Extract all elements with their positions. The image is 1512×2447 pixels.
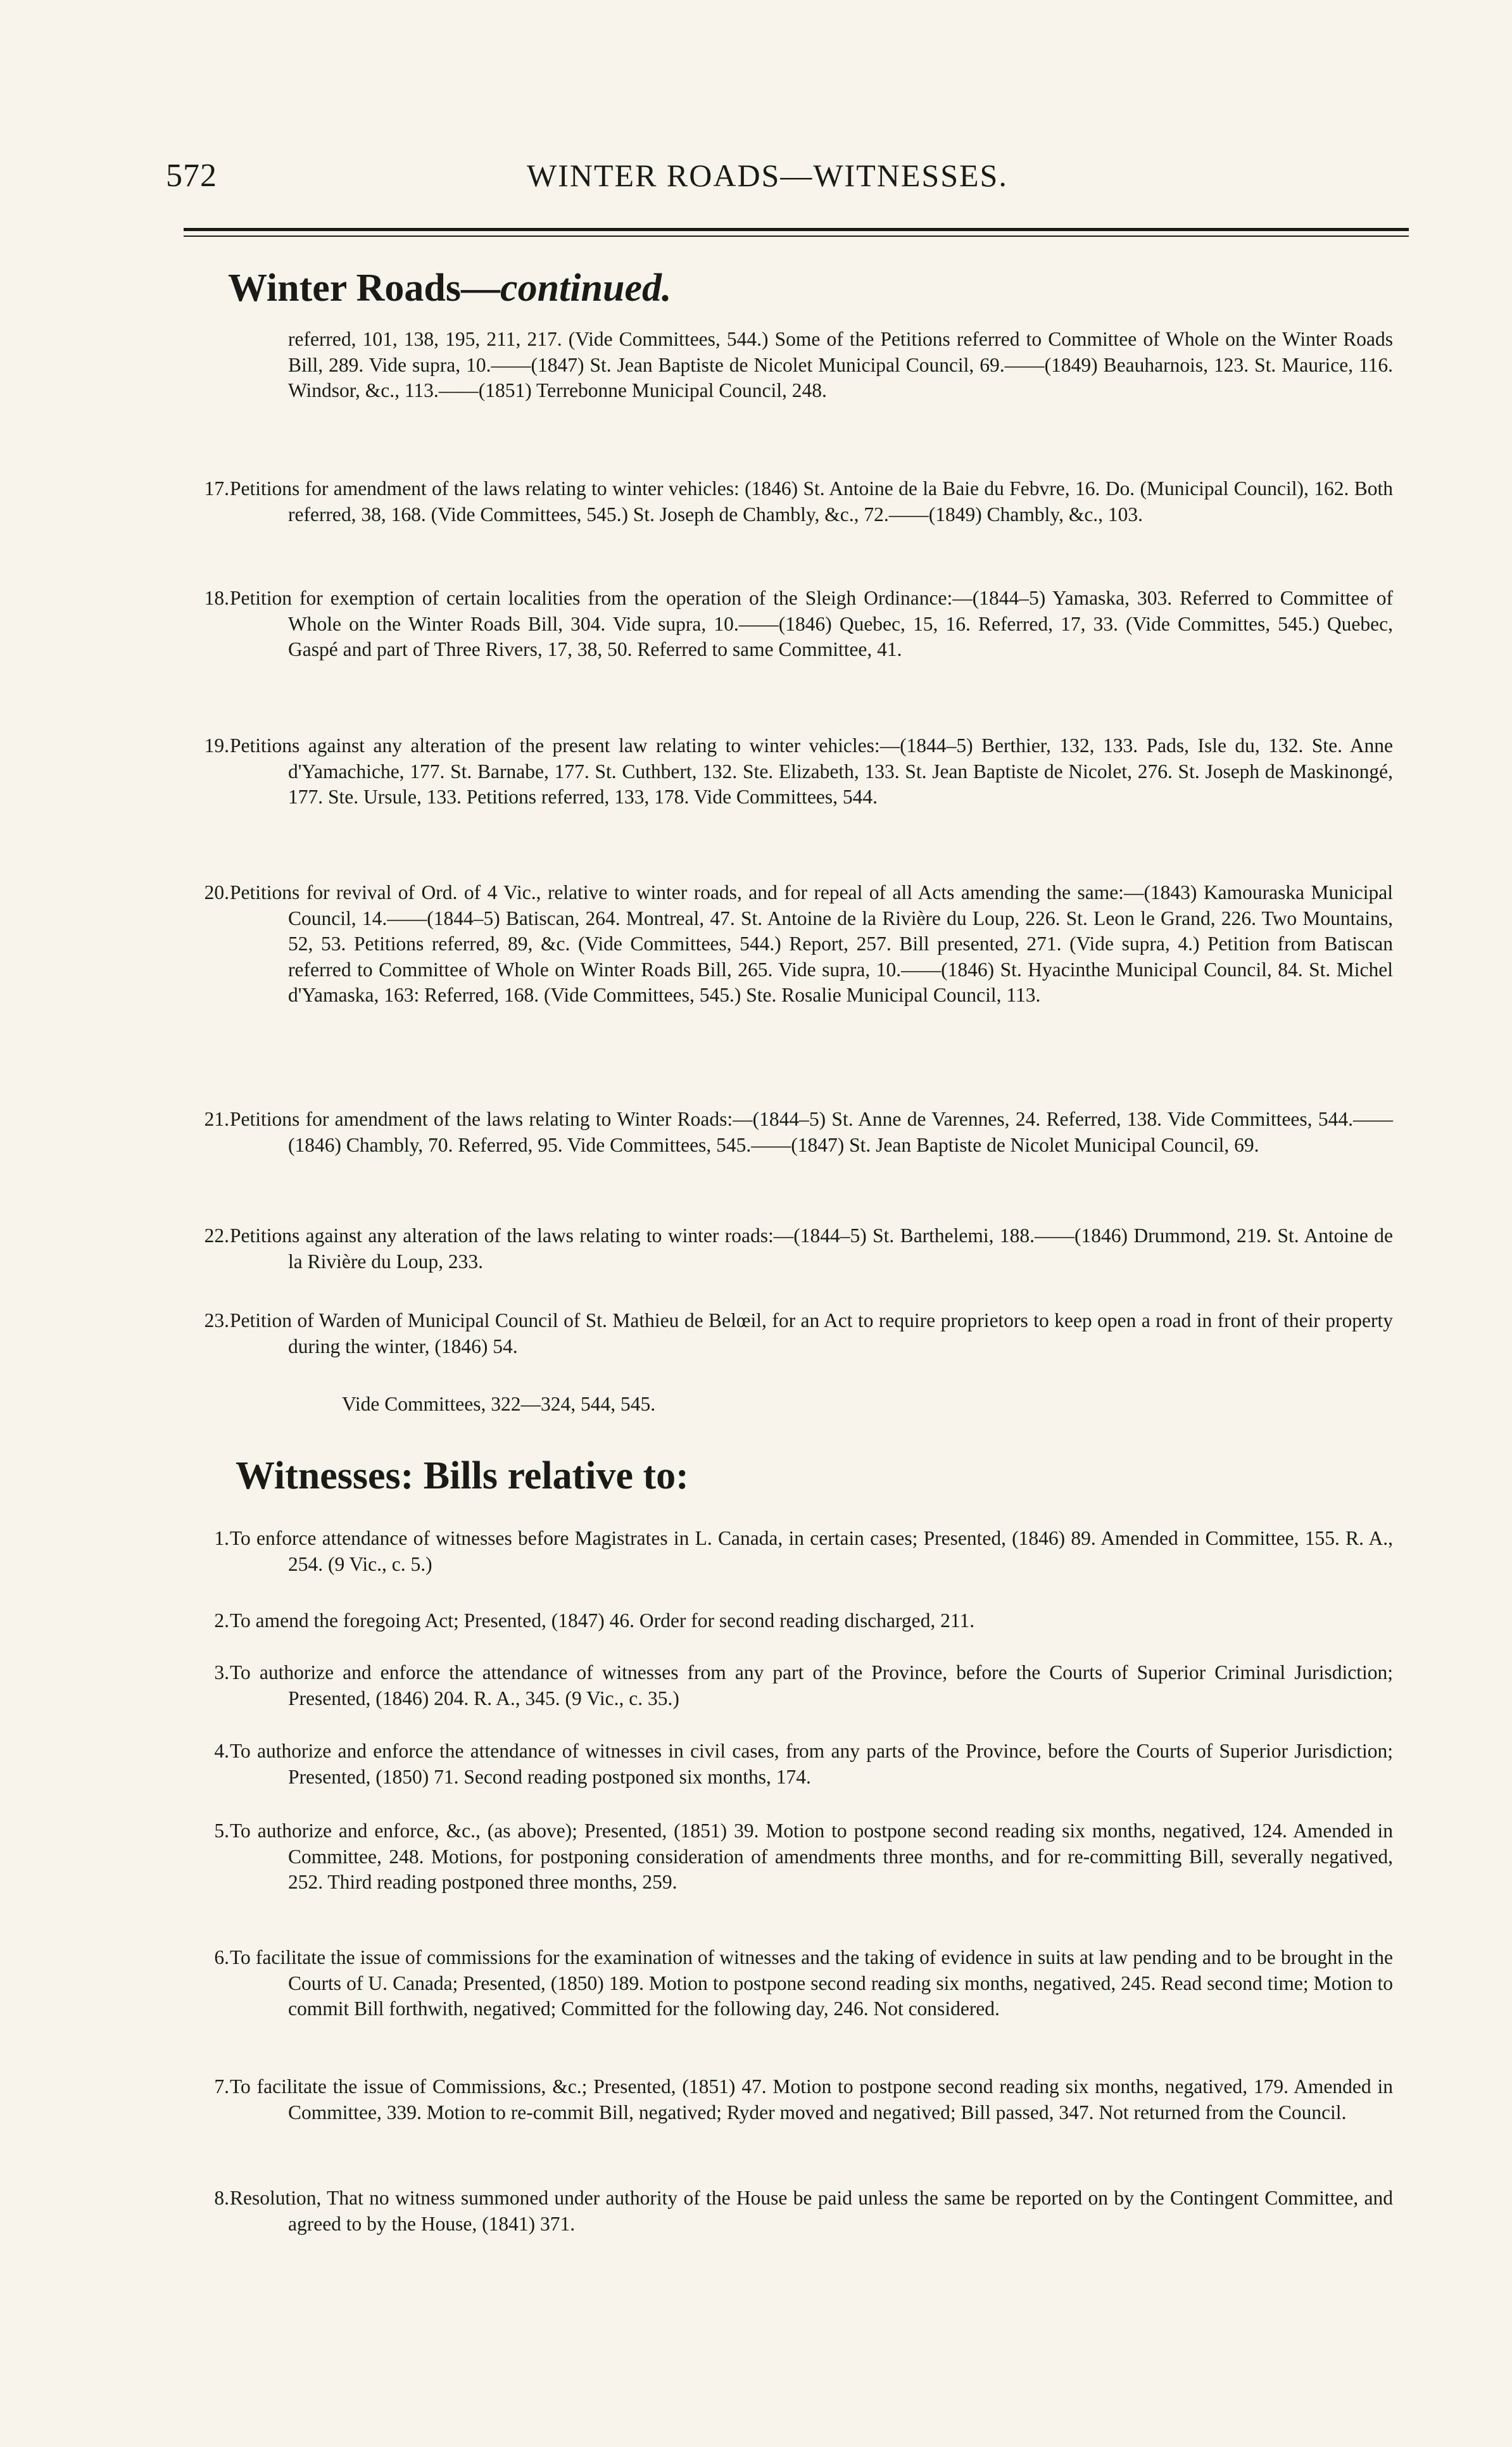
winter-roads-heading-continued: continued.	[500, 267, 672, 310]
running-header	[166, 157, 1407, 208]
entry-number: 3.	[214, 1661, 229, 1683]
entry-number: 20.	[204, 881, 229, 903]
entry-text: To facilitate the issue of commissions for the examination of witnesses and the taking of evidence in suits at law pending and to be brought in the Courts of U. Canada; Presented, (1850) 189. Motion to postpone second reading six months, negatived, 245. Read second time; Motion to commit Bill forthwith, negatived; Committed for the following day, 246. Not considered.	[230, 1946, 1393, 2020]
witnesses-entry-2	[190, 1608, 1393, 1634]
entry-text: Petitions for amendment of the laws relating to winter vehicles: (1846) St. Antoine de la Baie du Febvre, 16. Do. (Municipal Council), 162. Both referred, 38, 168. (Vide Committees, 545.) St. Joseph de Chambly, &c., 72.——(1849) Chambly, &c., 103.	[230, 477, 1393, 525]
running-title: WINTER ROADS—WITNESSES.	[527, 158, 1008, 193]
witnesses-entry-5	[190, 1818, 1393, 1896]
entry-text: Petitions for revival of Ord. of 4 Vic., relative to winter roads, and for repeal of all Acts amending the same:—(1843) Kamouraska Municipal Council, 14.——(1844–5) Batiscan, 264. Montreal, 47. St. Antoine de la Rivière du Loup, 226. St. Leon le Grand, 226. Two Mountains, 52, 53. Petitions referred, 89, &c. (Vide Committees, 544.) Report, 257. Bill presented, 271. (Vide supra, 4.) Petition from Batiscan referred to Committee of Whole on Winter Roads Bill, 265. Vide supra, 10.——(1846) St. Hyacinthe Municipal Council, 84. St. Michel d'Yamaska, 163: Referred, 168. (Vide Committees, 545.) Ste. Rosalie Municipal Council, 113.	[230, 881, 1393, 1006]
winter-roads-entry-22	[190, 1223, 1393, 1274]
entry-text: Petitions for amendment of the laws relating to Winter Roads:—(1844–5) St. Anne de Varennes, 24. Referred, 138. Vide Committees, 544.——(1846) Chambly, 70. Referred, 95. Vide Committees, 545.——(1847) St. Jean Baptiste de Nicolet Municipal Council, 69.	[230, 1108, 1393, 1156]
winter-roads-entry-18	[190, 586, 1393, 663]
entry-text: To authorize and enforce, &c., (as above); Presented, (1851) 39. Motion to postpone second reading six months, negatived, 124. Amended in Committee, 248. Motions, for postponing consideration of amendments three months, and for re-committing Bill, severally negatived, 252. Third reading postponed three months, 259.	[230, 1820, 1393, 1893]
winter-roads-entry-23	[190, 1308, 1393, 1359]
entry-text: To facilitate the issue of Commissions, &c.; Presented, (1851) 47. Motion to postpone second reading six months, negatived, 179. Amended in Committee, 339. Motion to re-commit Bill, negatived; Ryder moved and negatived; Bill passed, 347. Not returned from the Council.	[230, 2075, 1393, 2123]
entry-text: Resolution, That no witness summoned under authority of the House be paid unless the same be reported on by the Contingent Committee, and agreed to by the House, (1841) 371.	[230, 2187, 1393, 2235]
entry-number: 8.	[214, 2187, 229, 2209]
entry-text: To enforce attendance of witnesses before Magistrates in L. Canada, in certain cases; Presented, (1846) 89. Amended in Committee, 155. R. A., 254. (9 Vic., c. 5.)	[230, 1527, 1393, 1575]
winter-roads-heading	[228, 266, 671, 311]
entry-number: 17.	[204, 477, 229, 500]
winter-roads-continuation	[190, 327, 1393, 404]
witnesses-entry-6	[190, 1945, 1393, 2022]
witnesses-entry-4	[190, 1739, 1393, 1790]
entry-text: Petition of Warden of Municipal Council of St. Mathieu de Belœil, for an Act to require proprietors to keep open a road in front of their property during the winter, (1846) 54.	[230, 1309, 1393, 1357]
entry-text: To amend the foregoing Act; Presented, (1847) 46. Order for second reading discharged, 211.	[230, 1609, 975, 1632]
witnesses-entry-1	[190, 1526, 1393, 1577]
winter-roads-vide-reference: Vide Committees, 322—324, 544, 545.	[342, 1393, 656, 1415]
winter-roads-entry-19	[190, 733, 1393, 810]
header-rule-thick	[184, 228, 1409, 231]
entry-number: 18.	[204, 587, 229, 609]
winter-roads-entry-17	[190, 476, 1393, 527]
entry-number: 2.	[214, 1609, 229, 1632]
witnesses-heading: Witnesses: Bills relative to:	[236, 1454, 689, 1497]
winter-roads-heading-text: Winter Roads—	[228, 267, 501, 310]
entry-number: 4.	[214, 1740, 229, 1762]
entry-text: Petition for exemption of certain localities from the operation of the Sleigh Ordinance:—(1844–5) Yamaska, 303. Referred to Committee of Whole on the Winter Roads Bill, 304. Vide supra, 10.——(1846) Quebec, 15, 16. Referred, 17, 33. (Vide Committes, 545.) Quebec, Gaspé and part of Three Rivers, 17, 38, 50. Referred to same Committee, 41.	[230, 587, 1393, 660]
entry-text: Petitions against any alteration of the laws relating to winter roads:—(1844–5) St. Barthelemi, 188.——(1846) Drummond, 219. St. Antoine de la Rivière du Loup, 233.	[230, 1224, 1393, 1273]
entry-number: 5.	[214, 1820, 229, 1842]
witnesses-entry-3	[190, 1660, 1393, 1711]
header-rule-thin	[184, 236, 1409, 237]
entry-number: 21.	[204, 1108, 229, 1130]
entry-number: 1.	[214, 1527, 229, 1549]
winter-roads-entry-21	[190, 1107, 1393, 1158]
page-number: 572	[166, 158, 217, 194]
winter-roads-entry-20	[190, 880, 1393, 1009]
witnesses-entry-8	[190, 2186, 1393, 2237]
entry-number: 6.	[214, 1946, 229, 1968]
continuation-text: referred, 101, 138, 195, 211, 217. (Vide Committees, 544.) Some of the Petitions referred to Committee of Whole on the Winter Roads Bill, 289. Vide supra, 10.——(1847) St. Jean Baptiste de Nicolet Municipal Council, 69.——(1849) Beauharnois, 123. St. Maurice, 116. Windsor, &c., 113.——(1851) Terrebonne Municipal Council, 248.	[288, 328, 1393, 401]
entry-number: 19.	[204, 734, 229, 757]
entry-number: 23.	[204, 1309, 229, 1331]
witnesses-entry-7	[190, 2074, 1393, 2125]
entry-text: To authorize and enforce the attendance of witnesses in civil cases, from any parts of the Province, before the Courts of Superior Jurisdiction; Presented, (1850) 71. Second reading postponed six months, 174.	[230, 1740, 1393, 1788]
entry-text: Petitions against any alteration of the present law relating to winter vehicles:—(1844–5) Berthier, 132, 133. Pads, Isle du, 132. Ste. Anne d'Yamachiche, 177. St. Barnabe, 177. St. Cuthbert, 132. Ste. Elizabeth, 133. St. Jean Baptiste de Nicolet, 276. St. Joseph de Maskinongé, 177. Ste. Ursule, 133. Petitions referred, 133, 178. Vide Committees, 544.	[230, 734, 1393, 808]
entry-number: 22.	[204, 1224, 229, 1247]
entry-text: To authorize and enforce the attendance of witnesses from any part of the Province, before the Courts of Superior Criminal Jurisdiction; Presented, (1846) 204. R. A., 345. (9 Vic., c. 35.)	[230, 1661, 1393, 1709]
entry-number: 7.	[214, 2075, 229, 2098]
